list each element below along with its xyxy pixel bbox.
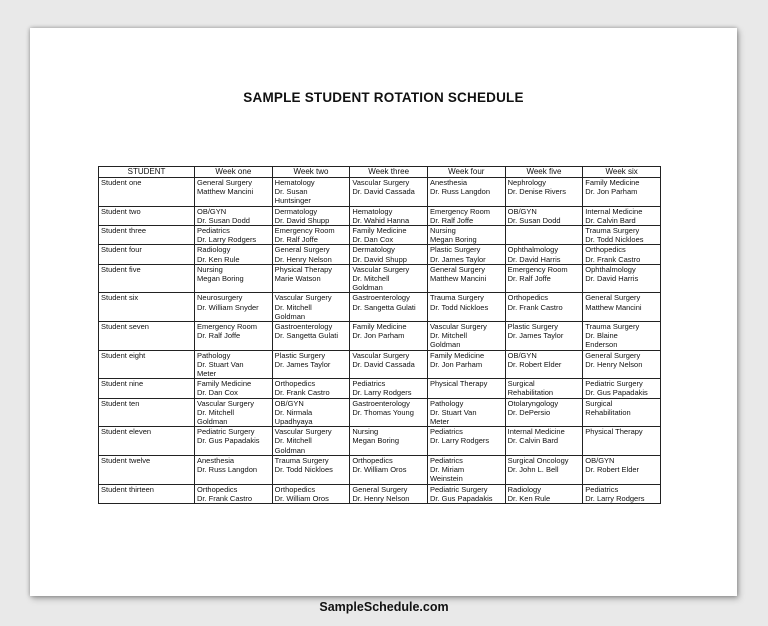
rotation-specialty: Pediatrics (429, 455, 463, 465)
rotation-preceptor: Dr. Henry Nelson (352, 493, 410, 503)
rotation-cell (272, 178, 350, 207)
rotation-specialty: Pediatric Surgery (197, 427, 255, 437)
rotation-preceptor: Dr. Mitchell (352, 274, 390, 284)
rotation-cell (272, 264, 350, 293)
table-row (99, 427, 661, 456)
column-header-week: Week five (505, 167, 583, 178)
rotation-specialty: Surgical (585, 398, 613, 408)
rotation-specialty: Orthopedics (274, 379, 316, 389)
rotation-cell (505, 350, 583, 379)
rotation-cell (427, 178, 505, 207)
rotation-specialty: Vascular Surgery (429, 322, 487, 332)
rotation-specialty: Physical Therapy (585, 427, 643, 437)
rotation-specialty: Vascular Surgery (352, 178, 410, 187)
rotation-specialty: General Surgery (352, 484, 408, 494)
rotation-specialty: Radiology (507, 484, 541, 494)
rotation-preceptor: Dr. Wahid Hanna (352, 215, 410, 225)
rotation-specialty: Orthopedics (274, 484, 316, 494)
rotation-specialty: Gastroenterology (274, 322, 333, 332)
rotation-cell (195, 245, 273, 264)
rotation-preceptor: Dr. Jon Parham (585, 187, 638, 197)
rotation-specialty: Orthopedics (507, 293, 549, 303)
rotation-preceptor: Dr. Nirmala (274, 407, 313, 417)
rotation-specialty: Pediatric Surgery (585, 379, 643, 389)
rotation-preceptor: Dr. Stuart Van (429, 407, 477, 417)
rotation-cell (505, 379, 583, 398)
rotation-cell (195, 427, 273, 456)
rotation-preceptor: Meter (429, 417, 450, 427)
rotation-preceptor: Dr. Mitchell (197, 407, 235, 417)
rotation-specialty: Trauma Surgery (274, 455, 329, 465)
rotation-cell (272, 206, 350, 225)
rotation-preceptor: Dr. Dan Cox (197, 388, 238, 398)
rotation-specialty: Nephrology (507, 178, 546, 187)
student-name-cell: Student seven (99, 322, 195, 351)
rotation-specialty: Ophthalmology (585, 264, 636, 274)
rotation-preceptor: Goldman (274, 445, 306, 455)
rotation-preceptor: Dr. David Harris (585, 274, 639, 284)
rotation-cell (350, 379, 428, 398)
column-header-week: Week three (350, 167, 428, 178)
rotation-specialty: Pediatrics (352, 379, 386, 389)
rotation-specialty: Vascular Surgery (352, 350, 410, 360)
rotation-cell (505, 178, 583, 207)
rotation-cell (583, 484, 661, 503)
rotation-preceptor: Goldman (274, 311, 306, 321)
rotation-cell (350, 293, 428, 322)
rotation-cell (272, 293, 350, 322)
table-row (99, 178, 661, 207)
rotation-specialty: Family Medicine (352, 322, 407, 332)
table-row (99, 264, 661, 293)
table-row (99, 379, 661, 398)
rotation-preceptor: Dr. Larry Rodgers (585, 493, 645, 503)
student-name-cell: Student eleven (99, 427, 195, 456)
rotation-cell (195, 226, 273, 245)
rotation-specialty: Family Medicine (352, 226, 407, 236)
rotation-cell (505, 264, 583, 293)
rotation-cell (427, 427, 505, 456)
rotation-specialty: Pediatrics (429, 427, 463, 437)
rotation-preceptor: Dr. Calvin Bard (507, 436, 559, 446)
rotation-cell (505, 245, 583, 264)
rotation-cell (272, 245, 350, 264)
rotation-preceptor: Matthew Mancini (197, 187, 254, 197)
rotation-cell (505, 427, 583, 456)
rotation-preceptor: Dr. Gus Papadakis (197, 436, 260, 446)
rotation-specialty: Radiology (197, 245, 231, 255)
rotation-specialty: OB/GYN (585, 455, 615, 465)
table-row (99, 322, 661, 351)
rotation-preceptor: Dr. Larry Rodgers (352, 388, 412, 398)
rotation-cell (195, 206, 273, 225)
rotation-specialty: Emergency Room (507, 264, 568, 274)
rotation-specialty: Orthopedics (197, 484, 238, 494)
rotation-preceptor: Dr. Gus Papadakis (585, 388, 648, 398)
rotation-cell (195, 350, 273, 379)
rotation-cell (427, 455, 505, 484)
rotation-cell (350, 455, 428, 484)
rotation-preceptor: Dr. Frank Castro (197, 493, 253, 503)
rotation-preceptor: Matthew Mancini (585, 302, 642, 312)
rotation-specialty: Plastic Surgery (274, 350, 326, 360)
rotation-preceptor: Dr. James Taylor (507, 331, 564, 341)
rotation-specialty: Nursing (429, 226, 456, 236)
rotation-specialty: Anesthesia (197, 455, 235, 465)
rotation-preceptor: Goldman (429, 340, 461, 350)
rotation-preceptor: Meter (197, 369, 217, 379)
rotation-specialty: General Surgery (197, 178, 253, 187)
rotation-cell (505, 484, 583, 503)
rotation-cell (583, 350, 661, 379)
rotation-specialty: Emergency Room (429, 206, 490, 216)
rotation-specialty: Pediatric Surgery (429, 484, 488, 494)
student-name-cell: Student one (99, 178, 195, 207)
rotation-specialty: Family Medicine (585, 178, 640, 187)
rotation-cell (350, 206, 428, 225)
rotation-cell (195, 322, 273, 351)
rotation-specialty: Anesthesia (429, 178, 468, 187)
rotation-preceptor: Dr. Stuart Van (197, 359, 244, 369)
rotation-cell (195, 264, 273, 293)
rotation-preceptor: Matthew Mancini (429, 274, 487, 284)
rotation-specialty: Pediatrics (197, 226, 230, 236)
student-name-cell: Student twelve (99, 455, 195, 484)
rotation-preceptor: Dr. Mitchell (429, 331, 468, 341)
rotation-specialty: Vascular Surgery (197, 398, 254, 408)
site-watermark: SampleSchedule.com (319, 600, 449, 614)
rotation-specialty: Hematology (352, 206, 393, 216)
rotation-cell (583, 264, 661, 293)
rotation-preceptor: Dr. Miriam (429, 465, 465, 475)
rotation-preceptor: Dr. Frank Castro (585, 254, 641, 264)
student-name-cell: Student thirteen (99, 484, 195, 503)
rotation-cell (583, 427, 661, 456)
rotation-specialty: General Surgery (274, 245, 330, 255)
rotation-specialty: Surgical (507, 379, 535, 389)
rotation-preceptor: Dr. Ken Rule (197, 254, 240, 264)
rotation-preceptor: Dr. Ralf Joffe (197, 331, 241, 341)
rotation-specialty: OB/GYN (274, 398, 304, 408)
rotation-cell (350, 264, 428, 293)
rotation-preceptor: Dr. Sangetta Gulati (274, 331, 339, 341)
rotation-cell (272, 455, 350, 484)
rotation-specialty: Neurosurgery (197, 293, 243, 303)
page-title: SAMPLE STUDENT ROTATION SCHEDULE (243, 90, 524, 105)
rotation-preceptor: Goldman (352, 283, 383, 293)
rotation-cell (350, 178, 428, 207)
rotation-preceptor: Dr. David Shupp (352, 254, 407, 264)
rotation-cell (195, 178, 273, 207)
table-row (99, 245, 661, 264)
rotation-preceptor: Dr. Russ Langdon (429, 187, 491, 197)
rotation-cell (505, 293, 583, 322)
rotation-specialty: Family Medicine (429, 350, 485, 360)
rotation-cell (583, 206, 661, 225)
rotation-cell (583, 178, 661, 207)
rotation-preceptor: Dr. William Oros (352, 465, 407, 475)
rotation-preceptor: Megan Boring (429, 235, 477, 245)
rotation-cell (427, 379, 505, 398)
rotation-cell (505, 398, 583, 427)
rotation-preceptor: Dr. Mitchell (274, 302, 312, 312)
table-row (99, 398, 661, 427)
rotation-preceptor: Dr. Gus Papadakis (429, 493, 493, 503)
rotation-preceptor: Dr. William Oros (274, 493, 329, 503)
rotation-preceptor: Dr. Frank Castro (507, 302, 563, 312)
rotation-specialty: Vascular Surgery (274, 293, 332, 303)
student-name-cell: Student two (99, 206, 195, 225)
rotation-preceptor: Dr. David Shupp (274, 215, 330, 225)
rotation-specialty: Dermatology (274, 206, 318, 216)
rotation-preceptor: Dr. Todd Nickloes (429, 302, 489, 312)
table-header (99, 167, 661, 178)
rotation-preceptor: Dr. DePersio (507, 407, 551, 417)
rotation-specialty: Orthopedics (585, 245, 626, 255)
rotation-cell (272, 398, 350, 427)
column-header-week: Week six (583, 167, 661, 178)
rotation-specialty: OB/GYN (507, 350, 537, 360)
rotation-specialty: Pediatrics (585, 484, 619, 494)
column-header-student: STUDENT (99, 167, 195, 178)
header-row (99, 167, 661, 178)
rotation-preceptor: Weinstein (429, 474, 463, 484)
rotation-cell (350, 245, 428, 264)
rotation-preceptor: Megan Boring (352, 436, 400, 446)
rotation-specialty: Emergency Room (197, 322, 258, 332)
rotation-preceptor: Marie Watson (274, 274, 321, 284)
rotation-cell (195, 455, 273, 484)
rotation-preceptor: Dr. James Taylor (429, 254, 486, 264)
rotation-cell (350, 484, 428, 503)
rotation-preceptor: Dr. Ralf Joffe (274, 235, 318, 245)
rotation-specialty: Vascular Surgery (352, 264, 410, 274)
rotation-specialty: Vascular Surgery (274, 427, 332, 437)
rotation-specialty: Physical Therapy (274, 264, 333, 274)
rotation-preceptor: Dr. David Cassada (352, 187, 415, 197)
rotation-cell (427, 293, 505, 322)
rotation-specialty: Gastroenterology (352, 398, 410, 408)
rotation-cell (195, 293, 273, 322)
rotation-specialty: Internal Medicine (507, 427, 565, 437)
rotation-cell (195, 379, 273, 398)
rotation-cell (350, 398, 428, 427)
rotation-cell (583, 322, 661, 351)
rotation-preceptor: Dr. David Cassada (352, 359, 415, 369)
rotation-specialty: Dermatology (352, 245, 395, 255)
rotation-preceptor: Goldman (197, 417, 228, 427)
rotation-cell (350, 226, 428, 245)
rotation-specialty: Plastic Surgery (429, 245, 481, 255)
rotation-preceptor: Dr. Robert Elder (507, 359, 562, 369)
table-row (99, 293, 661, 322)
column-header-week: Week four (427, 167, 505, 178)
rotation-specialty: Trauma Surgery (585, 226, 640, 236)
rotation-cell (427, 264, 505, 293)
rotation-specialty: Emergency Room (274, 226, 335, 236)
rotation-preceptor: Dr. Henry Nelson (585, 359, 643, 369)
table-row (99, 455, 661, 484)
rotation-preceptor: Dr. Denise Rivers (507, 187, 566, 197)
rotation-cell (350, 350, 428, 379)
rotation-preceptor: Dr. Russ Langdon (197, 465, 258, 475)
rotation-preceptor: Dr. John L. Bell (507, 465, 559, 475)
column-header-week: Week one (195, 167, 273, 178)
rotation-cell (427, 484, 505, 503)
rotation-specialty: OB/GYN (507, 206, 537, 216)
rotation-cell (583, 245, 661, 264)
rotation-cell (505, 455, 583, 484)
rotation-cell (272, 379, 350, 398)
rotation-cell (427, 245, 505, 264)
rotation-cell (583, 379, 661, 398)
rotation-cell (583, 455, 661, 484)
rotation-preceptor: Dr. James Taylor (274, 359, 331, 369)
rotation-cell (427, 226, 505, 245)
rotation-preceptor: Huntsinger (274, 196, 311, 206)
student-name-cell: Student six (99, 293, 195, 322)
rotation-specialty: Family Medicine (197, 379, 252, 389)
rotation-specialty: Otolaryngology (507, 398, 559, 408)
rotation-preceptor: Dr. Larry Rodgers (197, 235, 257, 245)
rotation-specialty: Internal Medicine (585, 206, 643, 216)
rotation-preceptor: Dr. Ralf Joffe (507, 274, 551, 284)
student-name-cell: Student ten (99, 398, 195, 427)
rotation-cell (272, 322, 350, 351)
rotation-specialty: Ophthalmology (507, 245, 559, 255)
rotation-cell (272, 350, 350, 379)
student-name-cell: Student three (99, 226, 195, 245)
rotation-preceptor: Dr. Susan Dodd (507, 215, 561, 225)
rotation-specialty: Hematology (274, 178, 315, 187)
rotation-preceptor: Dr. Calvin Bard (585, 215, 636, 225)
table-row (99, 484, 661, 503)
rotation-cell (272, 484, 350, 503)
rotation-specialty: Trauma Surgery (429, 293, 484, 303)
rotation-preceptor: Dr. David Harris (507, 254, 561, 264)
rotation-preceptor: Dr. Larry Rodgers (429, 436, 490, 446)
table-row (99, 206, 661, 225)
rotation-preceptor: Dr. William Snyder (197, 302, 259, 312)
rotation-preceptor: Dr. Blaine (585, 331, 618, 341)
rotation-cell (583, 398, 661, 427)
rotation-preceptor: Upadhyaya (274, 417, 313, 427)
rotation-cell (272, 427, 350, 456)
rotation-specialty: Pathology (197, 350, 231, 360)
rotation-cell (350, 322, 428, 351)
rotation-specialty: Orthopedics (352, 455, 393, 465)
rotation-schedule-table (98, 166, 661, 504)
rotation-preceptor: Rehabilitation (507, 388, 554, 398)
rotation-cell (272, 226, 350, 245)
rotation-preceptor: Dr. Thomas Young (352, 407, 414, 417)
column-header-week: Week two (272, 167, 350, 178)
rotation-preceptor: Dr. Henry Nelson (274, 254, 332, 264)
rotation-preceptor: Dr. Mitchell (274, 436, 312, 446)
rotation-preceptor: Dr. Ralf Joffe (429, 215, 474, 225)
rotation-preceptor: Dr. Frank Castro (274, 388, 330, 398)
rotation-preceptor: Dr. Sangetta Gulati (352, 302, 416, 312)
rotation-preceptor: Dr. Ken Rule (507, 493, 551, 503)
rotation-preceptor: Dr. Jon Parham (429, 359, 483, 369)
rotation-preceptor: Dr. Robert Elder (585, 465, 640, 475)
rotation-specialty: Plastic Surgery (507, 322, 559, 332)
rotation-cell (427, 350, 505, 379)
rotation-specialty: General Surgery (585, 293, 641, 303)
table-row (99, 226, 661, 245)
rotation-cell (427, 322, 505, 351)
rotation-specialty: General Surgery (429, 264, 485, 274)
rotation-preceptor: Megan Boring (197, 274, 244, 284)
rotation-cell (505, 322, 583, 351)
rotation-specialty: Gastroenterology (352, 293, 410, 303)
rotation-specialty: Surgical Oncology (507, 455, 569, 465)
rotation-preceptor: Dr. Todd Nickloes (274, 465, 333, 475)
rotation-cell (505, 226, 583, 245)
table-body (99, 178, 661, 504)
rotation-specialty: Nursing (352, 427, 379, 437)
rotation-preceptor: Dr. Dan Cox (352, 235, 394, 245)
rotation-preceptor: Dr. Todd Nickloes (585, 235, 644, 245)
student-name-cell: Student nine (99, 379, 195, 398)
rotation-cell (505, 206, 583, 225)
rotation-preceptor: Dr. Susan (274, 187, 308, 197)
student-name-cell: Student eight (99, 350, 195, 379)
rotation-cell (427, 206, 505, 225)
rotation-cell (195, 398, 273, 427)
rotation-cell (583, 293, 661, 322)
rotation-specialty: General Surgery (585, 350, 641, 360)
rotation-cell (583, 226, 661, 245)
rotation-preceptor: Dr. Jon Parham (352, 331, 405, 341)
rotation-preceptor: Rehabilitation (585, 407, 631, 417)
rotation-preceptor: Dr. Susan Dodd (197, 215, 250, 225)
rotation-specialty: OB/GYN (197, 206, 227, 216)
document-page (30, 28, 737, 596)
rotation-cell (195, 484, 273, 503)
table-row (99, 350, 661, 379)
rotation-specialty: Trauma Surgery (585, 322, 640, 332)
rotation-specialty: Nursing (197, 264, 223, 274)
rotation-cell (350, 427, 428, 456)
rotation-preceptor: Enderson (585, 340, 618, 350)
student-name-cell: Student four (99, 245, 195, 264)
student-name-cell: Student five (99, 264, 195, 293)
rotation-specialty: Pathology (429, 398, 464, 408)
rotation-cell (427, 398, 505, 427)
rotation-specialty: Physical Therapy (429, 379, 488, 389)
